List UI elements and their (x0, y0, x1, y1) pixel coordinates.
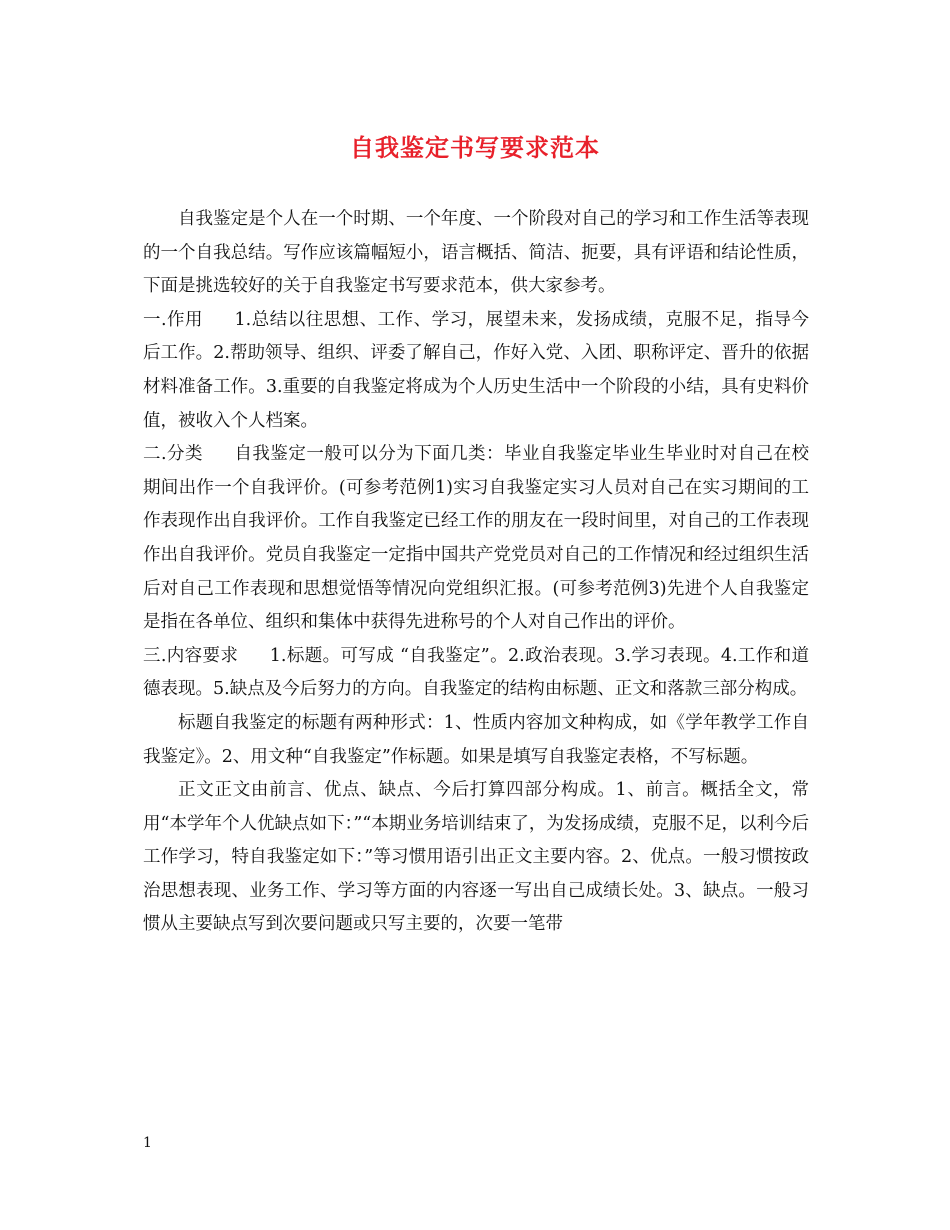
page-number: 1 (143, 1135, 152, 1151)
section-heading: 三.内容要求 (143, 645, 239, 666)
section-text: 自我鉴定一般可以分为下面几类：毕业自我鉴定毕业生毕业时对自己在校期间出作一个自我评价。(可参考范例1)实习自我鉴定实习人员对自己在实习期间的工作表现作出自我评价。工作自我鉴定已经工作的朋友在一段时间里，对自己的工作表现作出自我评价。党员自我鉴定一定指中国共产党党员对自己的工作情况和经过组织生活后对自己工作表现和思想觉悟等情况向党组织汇报。(可参考范例3)先进个人自我鉴定是指在各单位、组织和集体中获得先进称号的个人对自己作出的评价。 (143, 444, 809, 633)
document-title: 自我鉴定书写要求范本 (350, 133, 600, 162)
section-classification (143, 438, 809, 640)
intro-paragraph: 自我鉴定是个人在一个时期、一个年度、一个阶段对自己的学习和工作生活等表现的一个自我总结。写作应该篇幅短小，语言概括、简洁、扼要，具有评语和结论性质，下面是挑选较好的关于自我鉴定书写要求范本，供大家参考。 (143, 209, 809, 297)
section-content-requirements (143, 640, 809, 707)
section-purpose (143, 304, 809, 438)
section-text: 1.总结以往思想、工作、学习，展望未来，发扬成绩，克服不足，指导今后工作。2.帮助领导、组织、评委了解自己，作好入党、入团、职称评定、晋升的依据材料准备工作。3.重要的自我鉴定将成为个人历史生活中一个阶段的小结，具有史料价值，被收入个人档案。 (143, 309, 809, 431)
title-paragraph: 标题自我鉴定的标题有两种形式：1、性质内容加文种构成，如《学年教学工作自我鉴定》。2、用文种“自我鉴定”作标题。如果是填写自我鉴定表格，不写标题。 (143, 712, 809, 767)
body-paragraph: 正文正文由前言、优点、缺点、今后打算四部分构成。1、前言。概括全文，常用“本学年个人优缺点如下：”“本期业务培训结束了，为发扬成绩，克服不足，以利今后工作学习，特自我鉴定如下：”等习惯用语引出正文主要内容。2、优点。一般习惯按政治思想表现、业务工作、学习等方面的内容逐一写出自己成绩长处。3、缺点。一般习惯从主要缺点写到次要问题或只写主要的，次要一笔带 (143, 780, 809, 935)
section-text: 1.标题。可写成 “自我鉴定”。2.政治表现。3.学习表现。4.工作和道德表现。5.缺点及今后努力的方向。自我鉴定的结构由标题、正文和落款三部分构成。 (143, 645, 810, 700)
section-heading: 二.分类 (143, 444, 203, 465)
section-heading: 一.作用 (143, 309, 204, 330)
document-body (143, 203, 809, 942)
